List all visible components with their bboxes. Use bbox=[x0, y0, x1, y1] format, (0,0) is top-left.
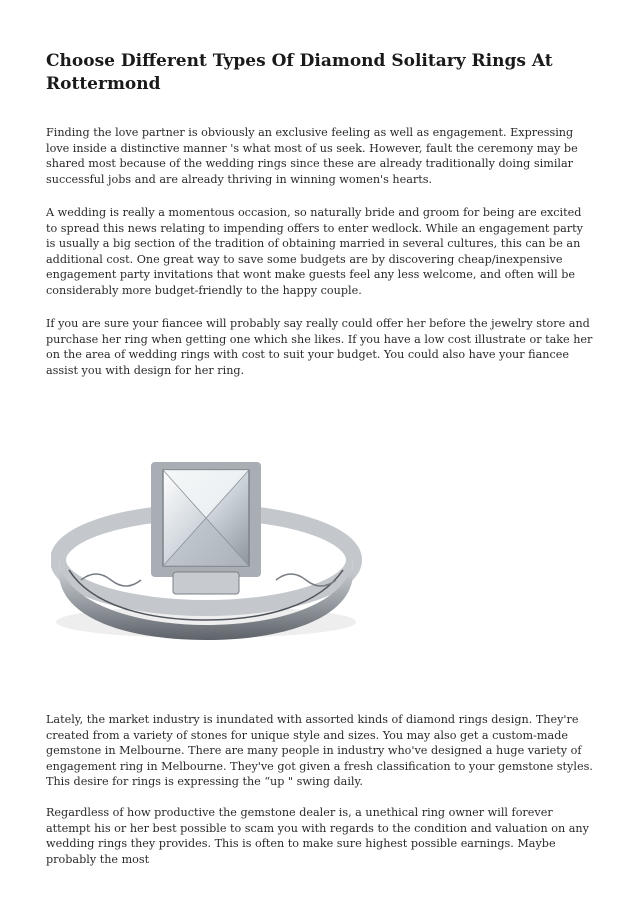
paragraph-1: Finding the love partner is obviously an exclusive feeling as well as engagement. Expressing love inside a distinctive manner 's what most of us seek. However, fault the ceremony may be shared most because of the wedding rings since these are already traditionally doing similar successful jobs and are already thriving in winning women's hearts. bbox=[46, 126, 578, 186]
ring-image bbox=[51, 440, 391, 650]
paragraph-5: Regardless of how productive the gemstone dealer is, a unethical ring owner will forever attempt his or her best possible to scam you with regards to the condition and valuation on any wedding rings they provides. This is often to make sure highest possible earnings. Maybe probably the most bbox=[46, 806, 589, 866]
paragraph-3: If you are sure your fiancee will probably say really could offer her before the jewelry store and purchase her ring when getting one which she likes. If you have a low cost illustrate or take her on the area of wedding rings with cost to suit your budget. You could also have your fiancee assist you with design for her ring. bbox=[46, 317, 593, 377]
paragraph-2: A wedding is really a momentous occasion, so naturally bride and groom for being are excited to spread this news relating to impending offers to enter wedlock. While an engagement party is usually a big section of the tradition of obtaining married in several cultures, this can be an additional cost. One great way to save some budgets are by discovering cheap/inexpensive engagement party invitations that wont make guests feel any less welcome, and often will be considerably more budget-friendly to the happy couple. bbox=[46, 206, 583, 297]
diamond-ring-illustration bbox=[51, 440, 391, 650]
document-title: Choose Different Types Of Diamond Solitary Rings At Rottermond bbox=[46, 51, 553, 94]
paragraph-4: Lately, the market industry is inundated with assorted kinds of diamond rings design. They're created from a variety of stones for unique style and sizes. You may also get a custom-made gemstone in Melbourne. There are many people in industry who've designed a huge variety of engagement ring in Melbourne. They've got given a fresh classification to your gemstone styles. This desire for rings is expressing the “up " swing daily. bbox=[46, 713, 593, 789]
